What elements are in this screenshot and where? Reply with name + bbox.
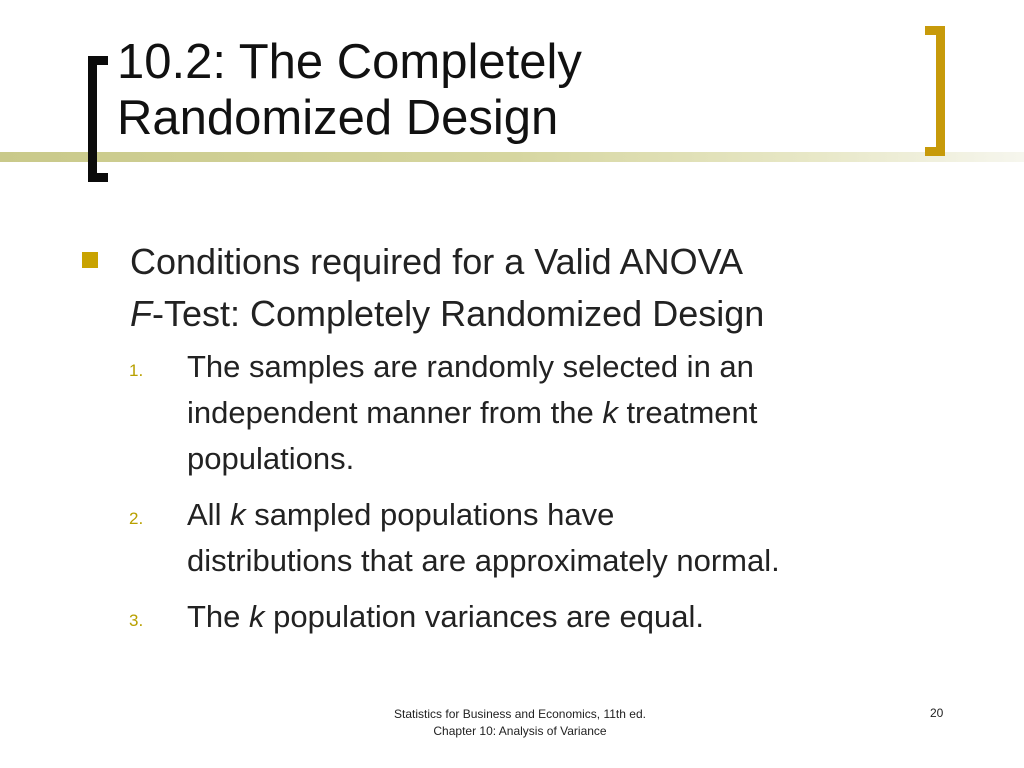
item-2-line-2: distributions that are approximately normal.: [187, 543, 780, 578]
title-line-1: 10.2: The Completely: [117, 35, 582, 89]
main-bullet-line-1: Conditions required for a Valid ANOVA: [130, 241, 743, 282]
list-number: 3.: [129, 611, 144, 630]
slide-content: [82, 236, 982, 650]
title-line-2: Randomized Design: [117, 91, 559, 145]
list-item: [82, 344, 982, 482]
item-1-line-2-pre: independent manner from the: [187, 395, 603, 430]
item-1-line-1: The samples are randomly selected in an: [187, 349, 754, 384]
square-bullet-icon: [82, 252, 98, 268]
footer-book-title: Statistics for Business and Economics, 11th ed.: [394, 707, 646, 721]
left-bracket-decoration: [88, 56, 108, 182]
item-3-line-1-pre: The: [187, 599, 250, 634]
item-2-line-1-pre: All: [187, 497, 231, 532]
item-1-italic-k: k: [602, 395, 618, 430]
item-1-line-2-post: treatment: [617, 395, 758, 430]
page-number: 20: [930, 706, 944, 720]
list-number: 2.: [129, 509, 144, 528]
main-bullet: [82, 236, 982, 340]
list-item: [82, 492, 982, 584]
slide-title: [117, 34, 897, 146]
main-bullet-line-2: -Test: Completely Randomized Design: [152, 293, 765, 334]
item-1-line-3: populations.: [187, 441, 355, 476]
item-2-italic-k: k: [230, 497, 246, 532]
footer-chapter: Chapter 10: Analysis of Variance: [433, 724, 607, 738]
item-3-italic-k: k: [249, 599, 265, 634]
list-number: 1.: [129, 361, 144, 380]
slide-footer: [330, 706, 710, 740]
item-3-line-1-post: population variances are equal.: [264, 599, 704, 634]
condition-list: [82, 344, 982, 640]
right-bracket-decoration: [925, 26, 945, 156]
list-item: [82, 594, 982, 640]
main-bullet-italic-f: F: [130, 293, 152, 334]
item-2-line-1-post: sampled populations have: [245, 497, 615, 532]
title-band: [0, 152, 1024, 162]
